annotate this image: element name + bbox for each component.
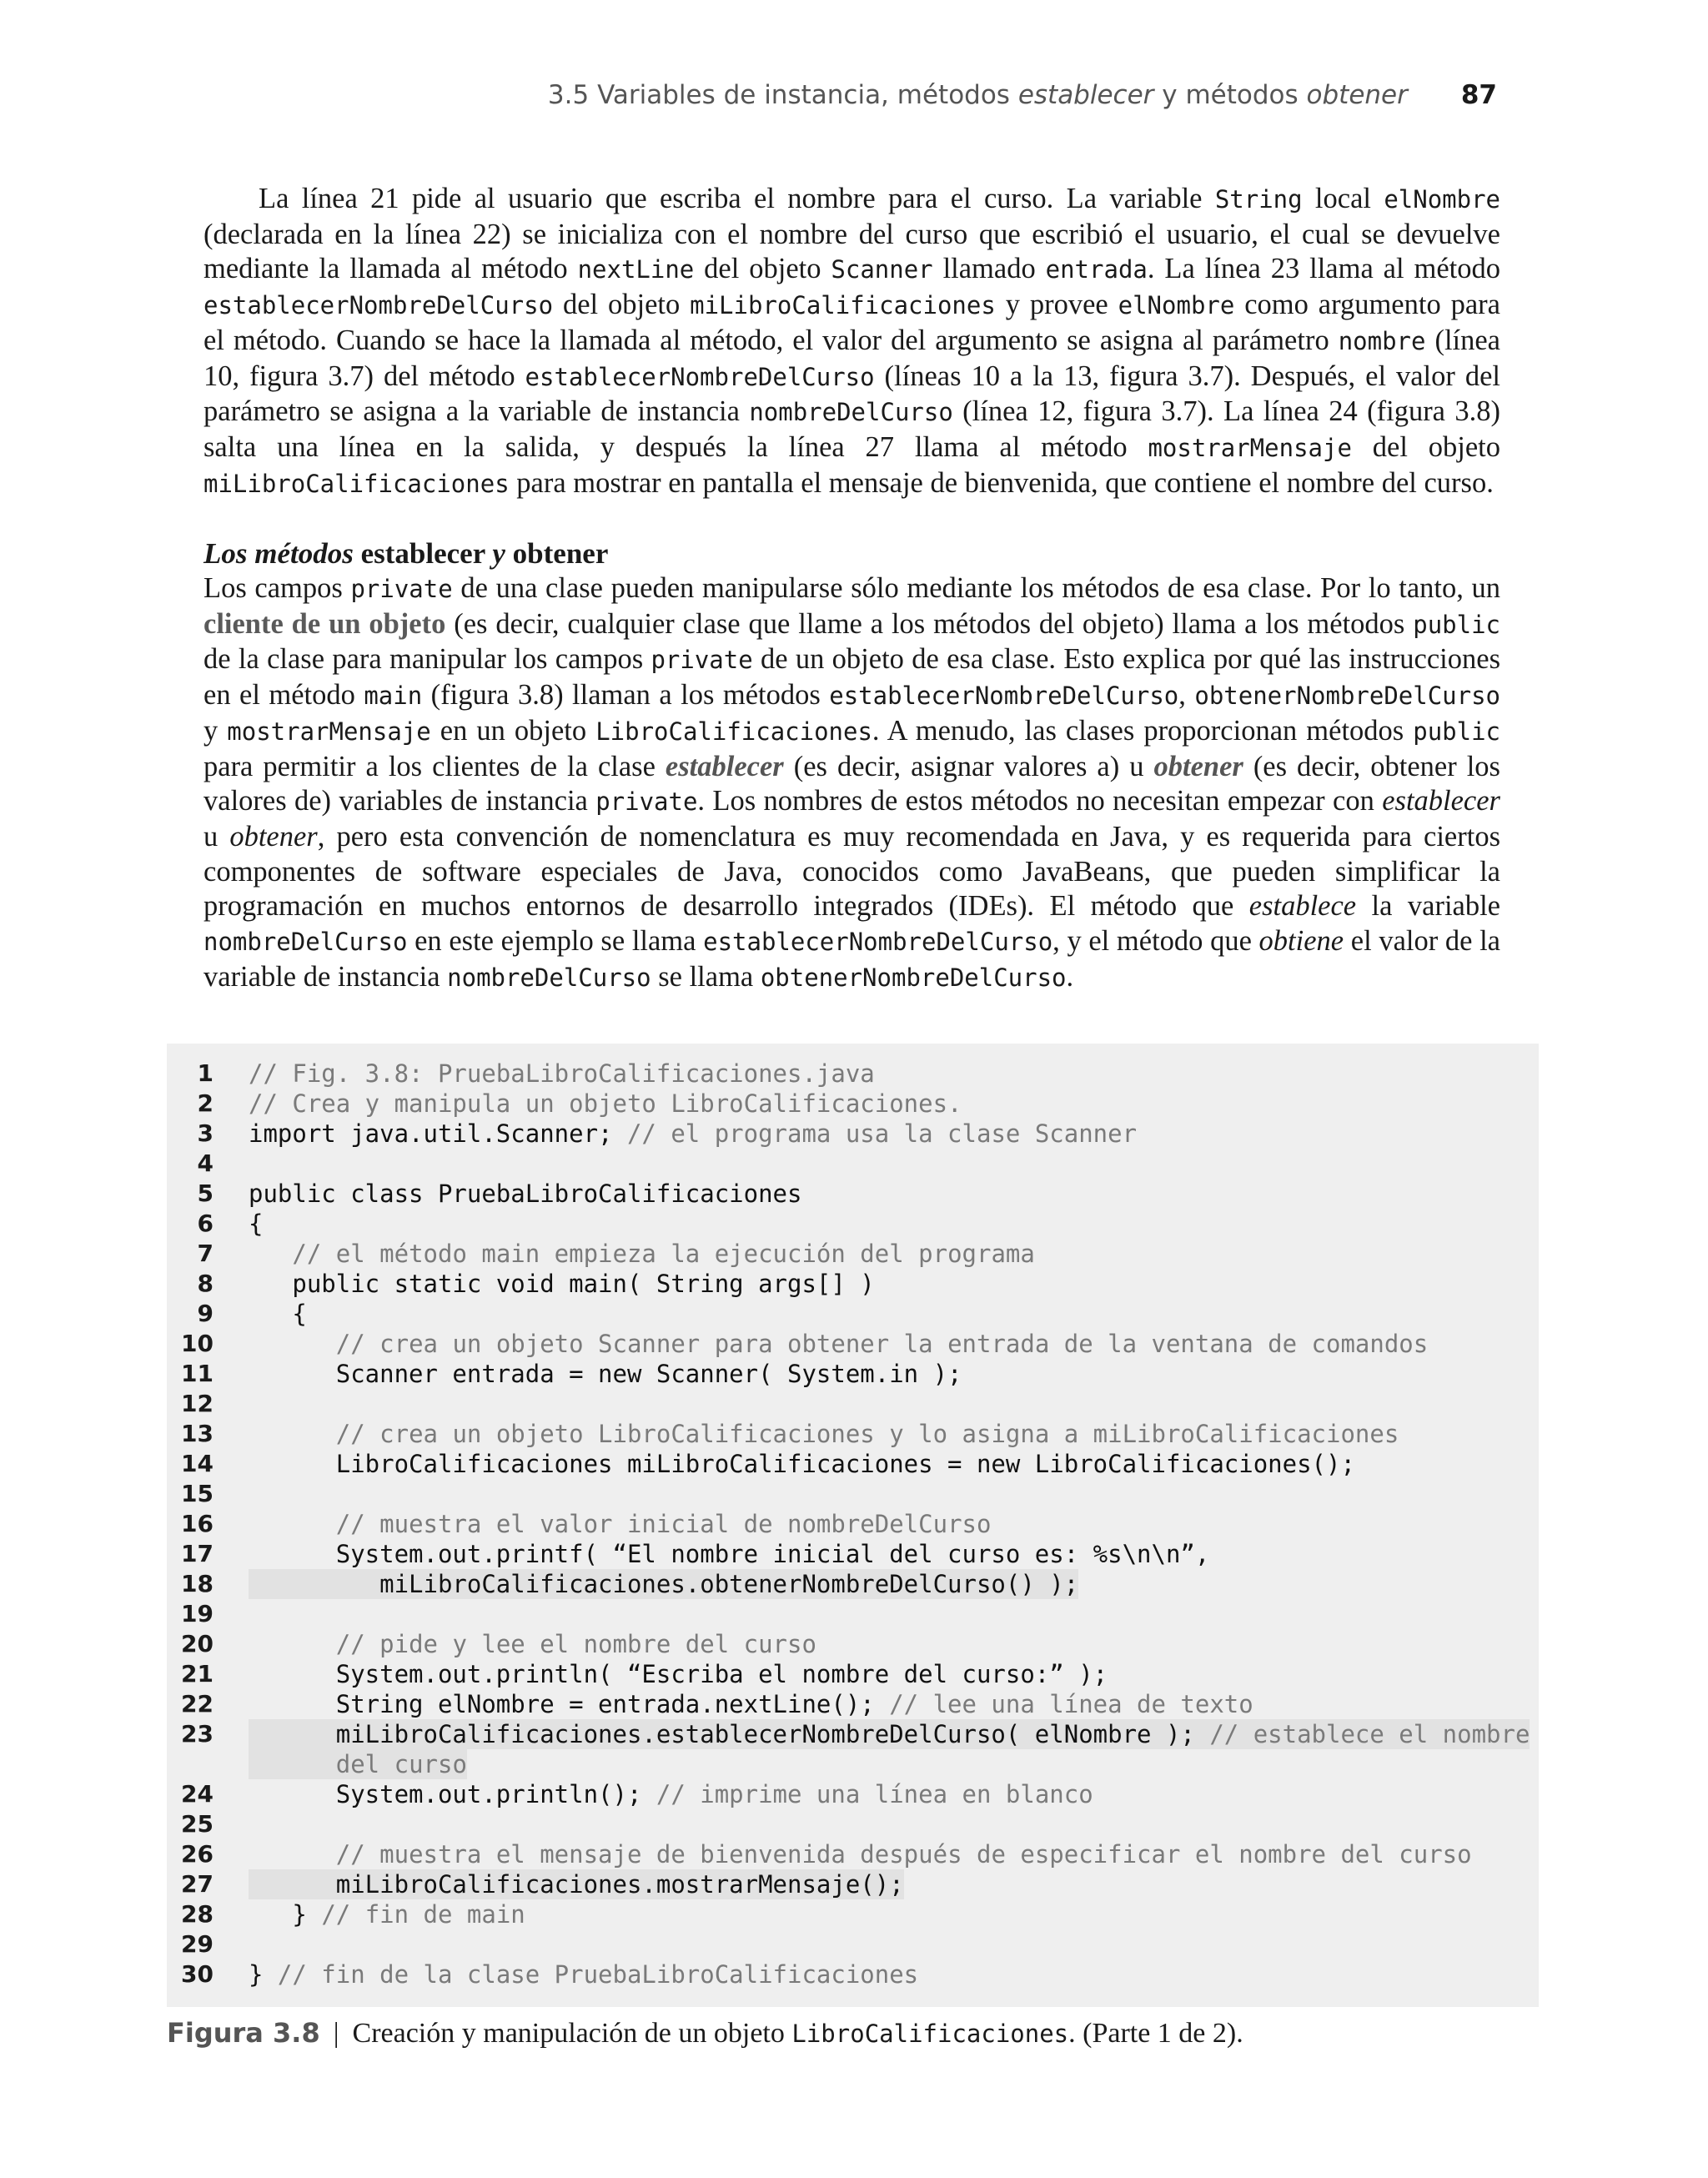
code-text — [249, 1059, 875, 1089]
key-term: establecer — [665, 750, 784, 782]
line-number: 27 — [181, 1870, 214, 1898]
code-segment — [249, 1510, 336, 1538]
line-number: 30 — [181, 1960, 214, 1988]
line-number: 26 — [181, 1840, 214, 1868]
code-line — [167, 1539, 1539, 1569]
section-title: 3.5 Variables de instancia, métodos establecer y métodos obtener — [547, 80, 1408, 110]
code-text — [249, 1509, 991, 1539]
code-text — [249, 1089, 962, 1119]
line-number: 19 — [181, 1600, 214, 1627]
code-segment: public static void main( String args[] ) — [249, 1270, 875, 1298]
code-line — [167, 1509, 1539, 1539]
code-line — [167, 1629, 1539, 1659]
code-text — [249, 1959, 918, 1989]
code-segment: System.out.println( “Escriba el nombre del curso:” ); — [249, 1660, 1108, 1688]
code-line — [167, 1389, 1539, 1419]
code-segment: System.out.printf( “El nombre inicial del curso es: %s\n\n”, — [249, 1540, 1210, 1568]
section-heading: Los métodos establecer y obtener — [203, 537, 609, 571]
line-number: 2 — [197, 1089, 214, 1117]
code-comment: // crea un objeto LibroCalificaciones y lo asigna a miLibroCalificaciones — [335, 1420, 1399, 1448]
line-number: 13 — [181, 1420, 214, 1447]
key-term: cliente de un objeto — [203, 607, 446, 640]
line-number: 22 — [181, 1690, 214, 1718]
code-text — [249, 1719, 1530, 1749]
code-comment: // muestra el valor inicial de nombreDelCurso — [335, 1510, 992, 1538]
code-segment: } — [249, 1960, 278, 1989]
line-number: 25 — [181, 1810, 214, 1838]
code-comment: // establece el nombre — [1209, 1720, 1530, 1748]
line-number: 9 — [197, 1300, 214, 1327]
code-line — [167, 1599, 1539, 1629]
code-line — [167, 1449, 1539, 1479]
code-text — [249, 1119, 1137, 1149]
line-number: 24 — [181, 1780, 214, 1808]
code-comment: // muestra el mensaje de bienvenida después de especificar el nombre del curso — [335, 1840, 1472, 1869]
code-text — [249, 1449, 1355, 1479]
code-comment: // el método main empieza la ejecución del programa — [292, 1240, 1035, 1268]
code-comment: // crea un objeto Scanner para obtener la entrada de la ventana de comandos — [335, 1330, 1429, 1358]
code-line — [167, 1899, 1539, 1929]
line-number: 29 — [181, 1930, 214, 1958]
line-number: 17 — [181, 1540, 214, 1567]
line-number: 11 — [181, 1360, 214, 1387]
line-number: 12 — [181, 1390, 214, 1417]
code-segment: import java.util.Scanner; — [249, 1119, 627, 1148]
code-text — [249, 1689, 1253, 1719]
code-text — [249, 1539, 1209, 1569]
code-segment — [249, 1750, 336, 1778]
code-segment: { — [249, 1300, 307, 1328]
code-segment: Scanner entrada = new Scanner( System.in ); — [249, 1360, 962, 1388]
code-text — [249, 1359, 962, 1389]
code-segment — [249, 1840, 336, 1869]
code-text — [249, 1209, 263, 1239]
code-comment: // pide y lee el nombre del curso — [335, 1630, 816, 1658]
code-segment — [249, 1240, 292, 1268]
code-line — [167, 1149, 1539, 1179]
code-line — [167, 1209, 1539, 1239]
line-number: 21 — [181, 1660, 214, 1688]
code-line — [167, 1269, 1539, 1299]
caption-code: LibroCalificaciones — [791, 2020, 1069, 2048]
line-number: 15 — [181, 1480, 214, 1507]
code-comment: // Crea y manipula un objeto LibroCalificaciones. — [249, 1089, 962, 1118]
line-number: 20 — [181, 1630, 214, 1657]
line-number: 3 — [197, 1119, 214, 1147]
code-line — [167, 1059, 1539, 1089]
code-line — [167, 1569, 1539, 1599]
code-line — [167, 1839, 1539, 1869]
code-line — [167, 1959, 1539, 1989]
code-text — [249, 1869, 904, 1899]
code-segment: public class PruebaLibroCalificaciones — [249, 1180, 802, 1208]
code-line — [167, 1779, 1539, 1809]
code-line — [167, 1089, 1539, 1119]
caption-text-end: . (Parte 1 de 2). — [1068, 2018, 1243, 2049]
figure-label: Figura 3.8 — [167, 2017, 320, 2049]
code-comment: // imprime una línea en blanco — [656, 1780, 1093, 1808]
code-segment: miLibroCalificaciones.obtenerNombreDelCurso() ); — [249, 1570, 1079, 1598]
code-segment: { — [249, 1210, 264, 1238]
line-number: 23 — [181, 1720, 214, 1748]
code-text — [249, 1629, 816, 1659]
code-line — [167, 1119, 1539, 1149]
code-comment: // lee una línea de texto — [889, 1690, 1253, 1718]
code-comment: // el programa usa la clase Scanner — [626, 1119, 1138, 1148]
code-text — [249, 1329, 1428, 1359]
code-line — [167, 1419, 1539, 1449]
code-segment: miLibroCalificaciones.mostrarMensaje(); — [249, 1870, 904, 1899]
paragraph-2: Los campos private de una clase pueden manipularse sólo mediante los métodos de esa clase. Por lo tanto, un cliente de un objeto (es decir, cualquier clase que llame a los métodos del objeto) llama a los métodos public de la clase para manipular los campos private de un objeto de esa clase. Esto explica por qué las instrucciones en el método main (figura 3.8) llaman a los métodos establecerNombreDelCurso, obtenerNombreDelCurso y mostrarMensaje en un objeto LibroCalificaciones. A menudo, las clases proporcionan métodos public para permitir a los clientes de la clase establecer (es decir, asignar valores a) u obtener (es decir, obtener los valores de) variables de instancia private. Los nombres de estos métodos no necesitan empezar con establecer u obtener, pero esta convención de nomenclatura es muy recomendada en Java, y es requerida para ciertos componentes de software especiales de Java, conocidos como JavaBeans, que pueden simplificar la programación en muchos entornos de desarrollo integrados (IDEs). El método que establece la variable nombreDelCurso en este ejemplo se llama establecerNombreDelCurso, y el método que obtiene el valor de la variable de instancia nombreDelCurso se llama obtenerNombreDelCurso. — [203, 572, 1501, 993]
line-number: 8 — [197, 1270, 214, 1297]
code-segment: LibroCalificaciones miLibroCalificaciones = new LibroCalificaciones(); — [249, 1450, 1355, 1478]
code-text — [249, 1239, 1035, 1269]
code-text — [249, 1659, 1108, 1689]
code-text — [249, 1839, 1472, 1869]
code-line — [167, 1359, 1539, 1389]
code-text — [249, 1899, 525, 1929]
code-segment — [249, 1420, 336, 1448]
line-number: 10 — [181, 1330, 214, 1357]
code-text — [249, 1299, 307, 1329]
code-segment: miLibroCalificaciones.establecerNombreDelCurso( elNombre ); — [249, 1720, 1210, 1748]
code-line — [167, 1479, 1539, 1509]
code-comment: // Fig. 3.8: PruebaLibroCalificaciones.java — [249, 1059, 875, 1088]
line-number: 28 — [181, 1900, 214, 1928]
line-number: 18 — [181, 1570, 214, 1597]
code-line — [167, 1239, 1539, 1269]
line-number: 14 — [181, 1450, 214, 1477]
code-comment: // fin de la clase PruebaLibroCalificaciones — [277, 1960, 919, 1989]
running-header — [0, 80, 1497, 110]
code-segment: String elNombre = entrada.nextLine(); — [249, 1690, 890, 1718]
line-number: 16 — [181, 1510, 214, 1537]
line-number: 1 — [197, 1059, 214, 1087]
code-text — [249, 1569, 1078, 1599]
code-text — [249, 1419, 1399, 1449]
code-line — [167, 1329, 1539, 1359]
code-line — [167, 1869, 1539, 1899]
key-term: obtener — [1153, 750, 1243, 782]
code-text — [249, 1179, 801, 1209]
code-line — [167, 1299, 1539, 1329]
code-line — [167, 1719, 1539, 1749]
line-number: 4 — [197, 1149, 214, 1177]
code-text — [249, 1749, 467, 1779]
code-listing — [167, 1044, 1539, 2007]
code-line — [167, 1749, 1539, 1779]
line-number: 6 — [197, 1210, 214, 1237]
figure-caption — [167, 2017, 1243, 2050]
code-segment — [249, 1630, 336, 1658]
code-segment: } — [249, 1900, 322, 1929]
code-segment: System.out.println(); — [249, 1780, 656, 1808]
code-text — [249, 1269, 875, 1299]
code-line — [167, 1659, 1539, 1689]
code-segment — [249, 1330, 336, 1358]
paragraph-1: La línea 21 pide al usuario que escriba el nombre para el curso. La variable String local elNombre (declarada en la línea 22) se inicializa con el nombre del curso que escribió el usuario, el cual se devuelve mediante la llamada al método nextLine del objeto Scanner llamado entrada. La línea 23 llama al método establecerNombreDelCurso del objeto miLibroCalificaciones y provee elNombre como argumento para el método. Cuando se hace la llamada al método, el valor del argumento se asigna al parámetro nombre (línea 10, figura 3.7) del método establecerNombreDelCurso (líneas 10 a la 13, figura 3.7). Después, el valor del parámetro se asigna a la variable de instancia nombreDelCurso (línea 12, figura 3.7). La línea 24 (figura 3.8) salta una línea en la salida, y después la línea 27 llama al método mostrarMensaje del objeto miLibroCalificaciones para mostrar en pantalla el mensaje de bienvenida, que contiene el nombre del curso. — [203, 183, 1500, 499]
code-text — [249, 1779, 1093, 1809]
code-comment: // fin de main — [321, 1900, 525, 1929]
code-line — [167, 1929, 1539, 1959]
caption-text: Creación y manipulación de un objeto — [352, 2018, 792, 2049]
page-number: 87 — [1460, 80, 1497, 110]
code-comment: del curso — [335, 1750, 467, 1778]
body-text — [203, 182, 1500, 995]
line-number: 7 — [197, 1240, 214, 1267]
caption-separator: | — [333, 2018, 339, 2049]
code-line — [167, 1689, 1539, 1719]
code-line — [167, 1809, 1539, 1839]
line-number: 5 — [197, 1180, 214, 1207]
code-line — [167, 1179, 1539, 1209]
